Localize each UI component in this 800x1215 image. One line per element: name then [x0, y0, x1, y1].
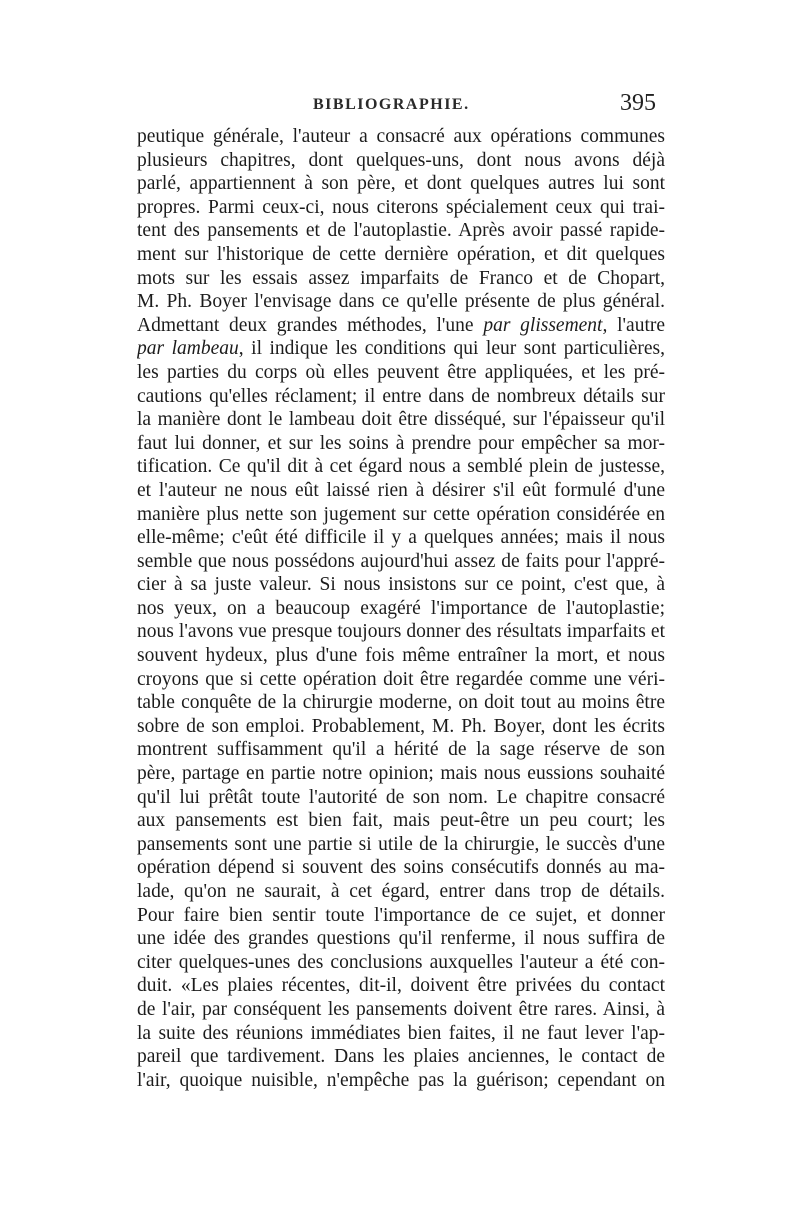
- text-line-7: mots sur les essais assez imparfaits de Franco et de Chopart,: [137, 267, 665, 289]
- line-9-end: l'autre: [607, 314, 665, 336]
- text-line-36: citer quelques-unes des conclusions auxquelles l'auteur a été con-: [137, 951, 665, 973]
- text-line-22: nous l'avons vue presque toujours donner des résultats imparfaits et: [137, 621, 665, 643]
- text-line-24: croyons que si cette opération doit être regardée comme une véri-: [137, 668, 665, 690]
- text-line-32: opération dépend si souvent des soins consécutifs donnés au ma-: [137, 857, 665, 879]
- text-line-3: parlé, appartiennent à son père, et dont quelques autres lui sont: [137, 173, 665, 195]
- text-line-19: semble que nous possédons aujourd'hui assez de faits pour l'appré-: [137, 550, 665, 572]
- text-line-2: plusieurs chapitres, dont quelques-uns, dont nous avons déjà: [137, 149, 665, 171]
- text-line-23: souvent hydeux, plus d'une fois même entraîner la mort, et nous: [137, 645, 665, 667]
- text-line-13: la manière dont le lambeau doit être disséqué, sur l'épaisseur qu'il: [137, 409, 665, 431]
- text-line-9: [137, 314, 665, 338]
- text-line-41: l'air, quoique nuisible, n'empêche pas la guérison; cependant on: [137, 1069, 665, 1091]
- text-line-34: Pour faire bien sentir toute l'importance de ce sujet, et donner: [137, 904, 665, 926]
- text-line-10: [137, 337, 665, 361]
- text-line-33: lade, qu'on ne saurait, à cet égard, entrer dans trop de détails.: [137, 881, 665, 902]
- text-line-40: pareil que tardivement. Dans les plaies anciennes, le contact de: [137, 1046, 665, 1068]
- running-title: BIBLIOGRAPHIE.: [313, 96, 470, 113]
- text-line-31: pansements sont une partie si utile de la chirurgie, le succès d'une: [137, 833, 665, 855]
- text-line-39: la suite des réunions immédiates bien faites, il ne faut lever l'ap-: [137, 1022, 665, 1044]
- text-line-17: manière plus nette son jugement sur cette opération considérée en: [137, 503, 665, 525]
- italic-par-lambeau: par lambeau: [137, 338, 239, 360]
- text-line-4: propres. Parmi ceux-ci, nous citerons spécialement ceux qui trai-: [137, 196, 665, 218]
- text-line-38: de l'air, par conséquent les pansements doivent être rares. Ainsi, à: [137, 998, 665, 1020]
- text-line-37: duit. «Les plaies récentes, dit-il, doivent être privées du contact: [137, 975, 665, 997]
- italic-par-glissement: par glissement,: [483, 314, 608, 336]
- line-9-start: Admettant deux grandes méthodes, l'une: [137, 314, 474, 336]
- text-line-35: une idée des grandes questions qu'il renferme, il nous suffira de: [137, 928, 665, 950]
- text-line-11: les parties du corps où elles peuvent être appliquées, et les pré-: [137, 361, 665, 383]
- text-line-30: aux pansements est bien fait, mais peut-être un peu court; les: [137, 810, 665, 832]
- text-line-28: père, partage en partie notre opinion; mais nous eussions souhaité: [137, 763, 665, 785]
- text-line-18: elle-même; c'eût été difficile il y a quelques années; mais il nous: [137, 527, 665, 549]
- text-line-26: sobre de son emploi. Probablement, M. Ph. Boyer, dont les écrits: [137, 715, 665, 737]
- text-line-14: faut lui donner, et sur les soins à prendre pour empêcher sa mor-: [137, 432, 665, 454]
- text-line-27: montrent suffisamment qu'il a hérité de la sage réserve de son: [137, 739, 665, 761]
- text-line-1: peutique générale, l'auteur a consacré aux opérations communes: [137, 126, 665, 147]
- text-line-16: et l'auteur ne nous eût laissé rien à désirer s'il eût formulé d'une: [137, 479, 665, 501]
- line-10-end: , il indique les conditions qui leur sont particulières,: [238, 338, 665, 360]
- body-text: [137, 125, 665, 1092]
- text-line-12: cautions qu'elles réclament; il entre dans de nombreux détails sur: [137, 385, 665, 407]
- page-number: 395: [620, 90, 656, 116]
- text-line-15: tification. Ce qu'il dit à cet égard nous a semblé plein de justesse,: [137, 456, 665, 478]
- text-line-5: tent des pansements et de l'autoplastie. Après avoir passé rapide-: [137, 220, 665, 242]
- text-line-8: M. Ph. Boyer l'envisage dans ce qu'elle présente de plus général.: [137, 291, 665, 313]
- text-line-20: cier à sa juste valeur. Si nous insistons sur ce point, c'est que, à: [137, 574, 665, 596]
- text-line-6: ment sur l'historique de cette dernière opération, et dit quelques: [137, 243, 665, 265]
- text-line-25: table conquête de la chirurgie moderne, on doit tout au moins être: [137, 692, 665, 714]
- text-line-21: nos yeux, on a beaucoup exagéré l'importance de l'autoplastie;: [137, 597, 665, 619]
- text-line-29: qu'il lui prêtât toute l'autorité de son nom. Le chapitre consacré: [137, 786, 665, 808]
